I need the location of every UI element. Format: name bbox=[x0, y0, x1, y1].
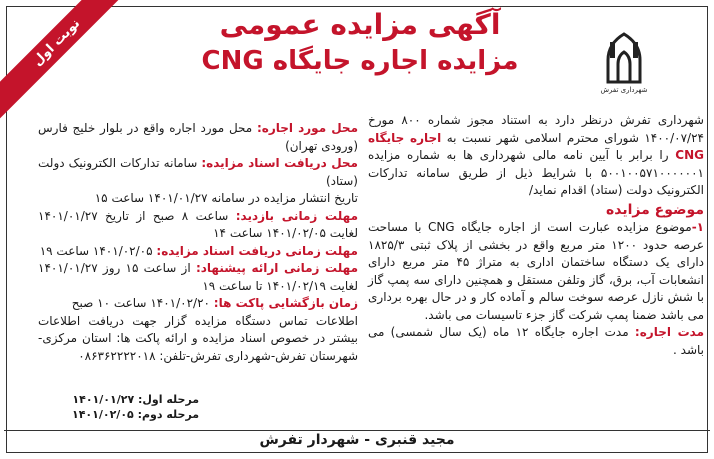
mayor-signature-line: مجید قنبری - شهردار تفرش bbox=[259, 432, 455, 448]
lease-label: مدت اجاره: bbox=[634, 325, 704, 339]
left-column bbox=[38, 120, 358, 365]
intro-highlight: اجاره جایگاه CNG bbox=[368, 130, 704, 162]
subject-item-text: موضوع مزایده عبارت است از اجاره جایگاه CNG با مساحت عرصه حدود ۱۲۰۰ متر مربع واقع در بخشی از پلاک ثبتی ۱۸۲۵/۳ دارای یک دستگاه ساختمان اداری به متراژ ۴۵ متر مربع دارای انشعابات آب، برق، گاز وتلفن مستقل و همچنین دارای سه پمپ گاز با شش نازل عرصه سوخت سالم و آماده کار و در حال بهره برداری می باشد ضمنا پمپ شرکت گاز جزء تاسیسات می باشد. bbox=[368, 220, 705, 322]
stage-one: مرحله اول: ۱۴۰۱/۰۱/۲۷ bbox=[72, 393, 200, 406]
notice-title: آگهی مزایده عمومی bbox=[219, 8, 501, 41]
footer-divider bbox=[4, 430, 710, 431]
right-column bbox=[368, 112, 704, 359]
visit-value: ساعت ۸ صبح از تاریخ ۱۴۰۱/۰۱/۲۷ لغایت ۱۴۰۱/۰۲/۰۵ ساعت ۱۴ bbox=[38, 208, 358, 240]
docs-value: سامانه تدارکات الکترونیک دولت (ستاد) bbox=[38, 156, 358, 188]
municipality-logo-icon bbox=[596, 30, 652, 94]
submit-value: از ساعت ۱۵ روز ۱۴۰۱/۰۱/۲۷ لغایت ۱۴۰۱/۰۲/۱۹ تا ساعت ۱۹ bbox=[38, 261, 358, 293]
visit-row bbox=[38, 208, 358, 243]
stage-two: مرحله دوم: ۱۴۰۱/۰۲/۰۵ bbox=[72, 408, 200, 421]
submit-label: مهلت زمانی ارائه پیشنهاد: bbox=[195, 261, 359, 275]
subject-item-number: ۱- bbox=[691, 220, 704, 234]
open-label: زمان بازگشایی پاکت ها: bbox=[213, 296, 358, 310]
lease-paragraph bbox=[368, 324, 704, 359]
contact-row: اطلاعات تماس دستگاه مزایده گزار جهت دریافت اطلاعات بیشتر در خصوص اسناد مزایده و ارائه پاکت ها: استان مرکزی-شهرستان تفرش-شهرداری تفرش-تلفن: ۰۸۶۳۶۲۲۲۲۰۱۸ bbox=[38, 313, 358, 363]
intro-paragraph bbox=[368, 112, 704, 200]
intro-text-end: را برابر با آیین نامه مالی شهرداری ها به شماره مزایده ۵۰۰۱۰۰۵۷۱۰۰۰۰۰۰۱ با شرایط ذیل از طریق سامانه تدارکات الکترونیک دولت (ستاد) اقدام نماید/ bbox=[368, 148, 704, 197]
docs-row bbox=[38, 155, 358, 190]
location-label: محل مورد اجاره: bbox=[256, 121, 358, 135]
notice-subtitle: مزایده اجاره جایگاه CNG bbox=[201, 46, 519, 76]
corner-ribbon bbox=[0, 0, 130, 130]
subject-item bbox=[368, 219, 704, 324]
lease-text: مدت اجاره جایگاه ۱۲ ماه (یک سال شمسی) می باشد . bbox=[368, 325, 704, 357]
visit-label: مهلت زمانی بازدید: bbox=[235, 208, 358, 223]
receive-label: مهلت زمانی دریافت اسناد مزایده: bbox=[156, 243, 358, 258]
intro-text: شهرداری تفرش درنظر دارد به استناد مجوز شماره ۸۰۰ مورخ ۱۴۰۰/۰۷/۲۴ شورای محترم اسلامی شهر نسبت به bbox=[368, 113, 704, 145]
open-value: ۱۴۰۱/۰۲/۲۰ ساعت ۱۰ صبح bbox=[71, 296, 210, 310]
open-row bbox=[38, 295, 358, 313]
location-value: محل مورد اجاره واقع در بلوار خلیج فارس (ورودی تهران) bbox=[38, 121, 358, 153]
logo-caption: شهرداری تفرش bbox=[600, 86, 648, 94]
docs-label: محل دریافت اسناد مزایده: bbox=[201, 156, 358, 170]
submit-row bbox=[38, 260, 358, 295]
subject-heading: موضوع مزایده bbox=[606, 201, 704, 218]
location-row bbox=[38, 120, 358, 155]
receive-value: ۱۴۰۱/۰۲/۰۵ ساعت ۱۹ bbox=[39, 243, 153, 258]
ribbon-label: نوبت اول bbox=[0, 0, 130, 119]
publish-row: تاریخ انتشار مزایده در سامانه ۱۴۰۱/۰۱/۲۷ ساعت ۱۵ bbox=[94, 191, 358, 205]
receive-row bbox=[38, 243, 358, 261]
publication-stages bbox=[72, 392, 199, 422]
